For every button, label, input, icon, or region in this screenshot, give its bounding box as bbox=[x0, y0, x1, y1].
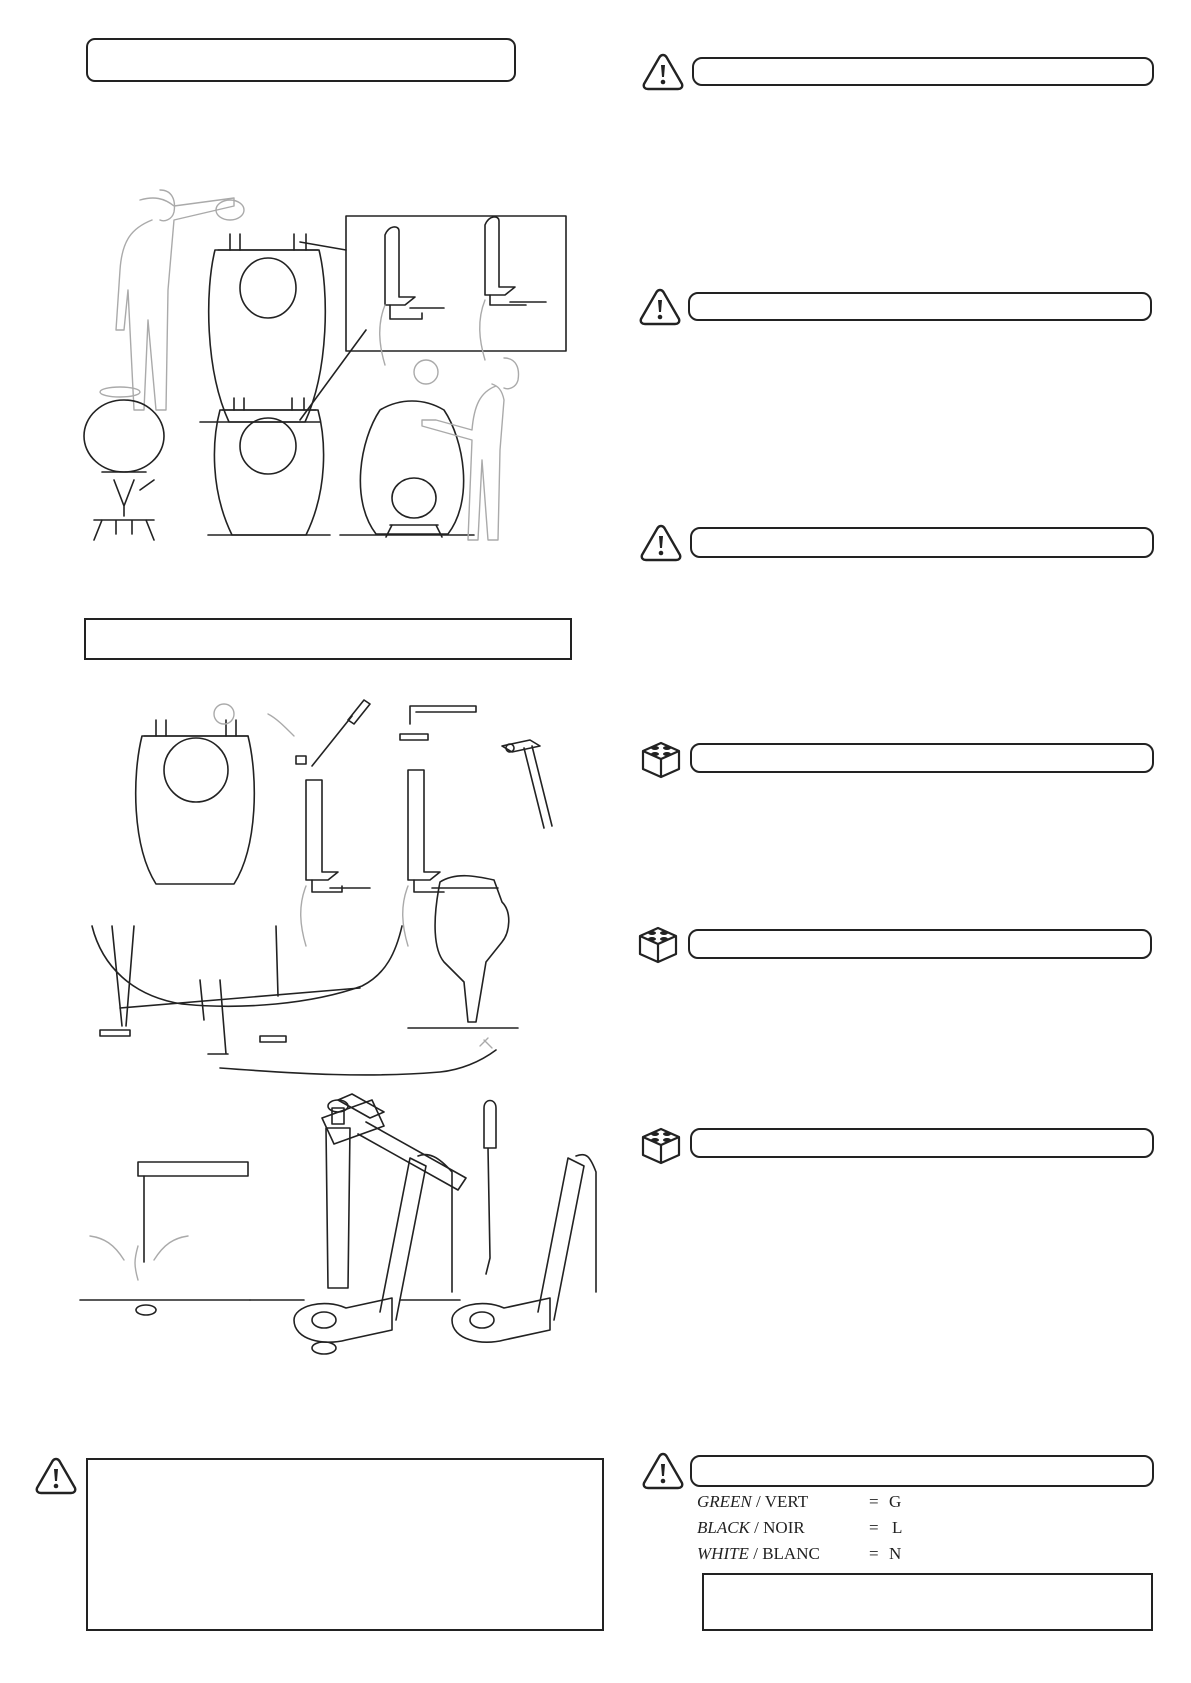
wiring-notice-box bbox=[702, 1573, 1153, 1631]
warning-triangle-icon bbox=[641, 52, 685, 92]
warning-triangle-icon bbox=[34, 1456, 78, 1496]
anchor-screw-illustration bbox=[80, 1100, 600, 1400]
assembly-block-icon bbox=[640, 739, 682, 779]
warning-triangle-icon bbox=[639, 523, 683, 563]
warning-triangle-icon bbox=[641, 1451, 685, 1491]
section-title-box-6 bbox=[690, 1128, 1154, 1158]
warning-title-box-1 bbox=[692, 57, 1154, 86]
wire-equals: = bbox=[869, 1518, 879, 1537]
safety-notice-box bbox=[86, 1458, 604, 1631]
lamp-assembly-illustration bbox=[80, 180, 580, 580]
wire-row-white bbox=[697, 1541, 937, 1567]
assembly-title-box bbox=[86, 38, 516, 82]
assembly-block-icon bbox=[637, 924, 679, 964]
wire-equals: = bbox=[869, 1544, 879, 1563]
floor-fixing-illustration bbox=[80, 690, 600, 1110]
wiring-title-box bbox=[690, 1455, 1154, 1487]
section-title-box-4 bbox=[690, 743, 1154, 773]
wire-color-name: BLACK / NOIR bbox=[697, 1518, 805, 1537]
wire-row-black bbox=[697, 1515, 937, 1541]
wire-code: N bbox=[889, 1544, 902, 1563]
fixing-title-box bbox=[84, 618, 572, 660]
warning-title-box-3 bbox=[690, 527, 1154, 558]
warning-title-box-2 bbox=[688, 292, 1152, 321]
wire-code: L bbox=[892, 1518, 903, 1537]
wire-code: G bbox=[889, 1492, 902, 1511]
section-title-box-5 bbox=[688, 929, 1152, 959]
wire-color-name: WHITE / BLANC bbox=[697, 1544, 820, 1563]
assembly-block-icon bbox=[640, 1125, 682, 1165]
wire-row-green bbox=[697, 1489, 937, 1515]
warning-triangle-icon bbox=[638, 287, 682, 327]
wire-color-name: GREEN / VERT bbox=[697, 1492, 809, 1511]
wire-equals: = bbox=[869, 1492, 879, 1511]
